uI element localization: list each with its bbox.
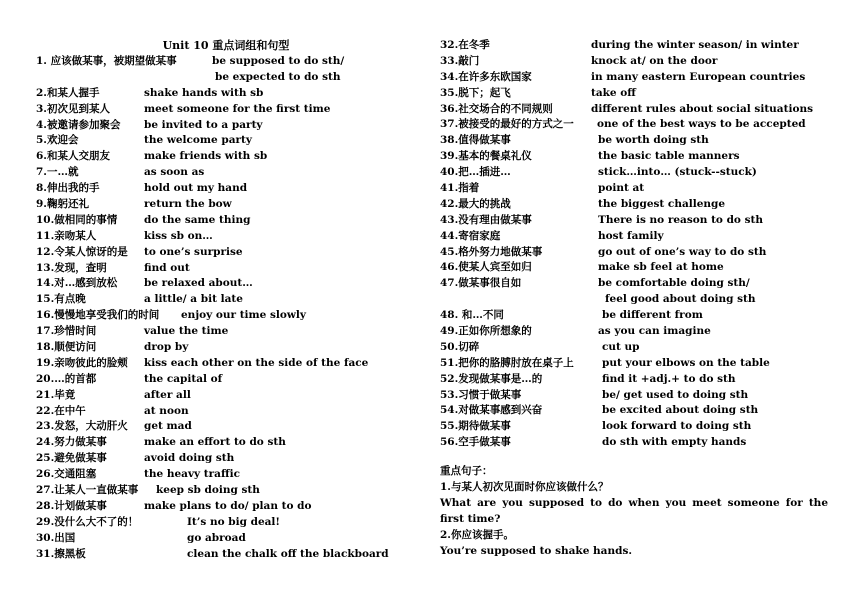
phrase-item <box>36 388 416 404</box>
phrase-chinese: 31.擦黑板 <box>36 547 86 560</box>
phrase-english: be comfortable doing sth/ <box>598 277 750 290</box>
phrase-english: It’s no big deal! <box>187 515 281 528</box>
phrase-english-alt: be expected to do sth <box>215 70 341 83</box>
phrase-english: take off <box>591 86 636 99</box>
phrase-item <box>440 86 828 102</box>
phrase-chinese: 48. 和…不同 <box>440 309 504 322</box>
phrase-english: avoid doing sth <box>144 452 235 465</box>
phrase-chinese: 44.寄宿家庭 <box>440 229 501 242</box>
phrase-english: get mad <box>144 420 192 433</box>
phrase-chinese: 51.把你的胳膊肘放在桌子上 <box>440 356 574 369</box>
phrase-english: keep sb doing sth <box>156 484 260 497</box>
phrase-chinese: 14.对…感到放松 <box>36 277 118 290</box>
phrase-item <box>440 435 828 451</box>
phrase-chinese: 7.一…就 <box>36 166 79 179</box>
phrase-chinese: 26.交通阻塞 <box>36 468 97 481</box>
phrase-english: find it +adj.+ to do sth <box>602 372 736 385</box>
phrase-item <box>440 388 828 404</box>
phrase-english: drop by <box>144 341 189 354</box>
phrase-english: kiss sb on… <box>144 229 213 242</box>
phrase-chinese: 55.期待做某事 <box>440 420 511 433</box>
phrase-chinese: 10.做相同的事情 <box>36 213 118 226</box>
phrase-chinese: 21.毕竟 <box>36 388 76 401</box>
phrase-english: hold out my hand <box>144 182 248 195</box>
phrase-english: be supposed to do sth/ <box>212 55 345 67</box>
phrase-english: the welcome party <box>144 134 252 147</box>
phrase-item <box>440 276 828 292</box>
phrase-english: put your elbows on the table <box>602 356 770 369</box>
phrase-item <box>440 245 828 261</box>
phrase-english: look forward to doing sth <box>602 420 752 433</box>
phrase-item <box>36 483 416 499</box>
right-column <box>440 38 828 559</box>
phrase-chinese: 35.脱下；起飞 <box>440 86 511 99</box>
phrase-english: as soon as <box>144 166 205 179</box>
sentence-2-zh: 2.你应该握手。 <box>440 529 514 542</box>
phrase-chinese: 29.没什么大不了的！ <box>36 515 139 528</box>
phrase-item <box>36 292 416 308</box>
phrase-chinese: 17.珍惜时间 <box>36 325 97 338</box>
phrase-english: be excited about doing sth <box>602 404 759 417</box>
phrase-chinese: 30.出国 <box>36 531 76 544</box>
left-column <box>36 38 416 563</box>
phrase-item <box>36 324 416 340</box>
phrase-chinese: 42.最大的挑战 <box>440 197 511 210</box>
phrase-item <box>36 356 416 372</box>
phrase-chinese: 11.亲吻某人 <box>36 229 97 242</box>
sentence-2-en: You’re supposed to shake hands. <box>440 545 633 558</box>
phrase-item <box>36 102 416 118</box>
phrase-chinese: 32.在冬季 <box>440 39 490 51</box>
phrase-chinese: 1. 应该做某事，被期望做某事 <box>36 55 177 67</box>
phrase-item <box>36 197 416 213</box>
phrase-english: a little/ a bit late <box>144 293 243 306</box>
phrase-english: the heavy traffic <box>144 468 240 481</box>
phrase-chinese: 25.避免做某事 <box>36 452 107 465</box>
phrase-english: return the bow <box>144 198 232 211</box>
phrase-english: value the time <box>144 325 229 338</box>
phrase-chinese: 23.发怒，大动肝火 <box>36 420 128 433</box>
phrase-english: kiss each other on the side of the face <box>144 356 369 369</box>
phrase-english: the basic table manners <box>598 150 740 163</box>
phrase-english: be worth doing sth <box>598 134 709 147</box>
phrase-english: make sb feel at home <box>598 261 724 274</box>
phrase-item <box>440 356 828 372</box>
phrase-item-continuation <box>440 292 828 308</box>
phrase-chinese: 36.社交场合的不同规则 <box>440 102 553 115</box>
phrase-chinese: 6.和某人交朋友 <box>36 150 110 163</box>
phrase-english-alt: feel good about doing sth <box>605 293 756 306</box>
phrase-english: make an effort to do sth <box>144 436 286 449</box>
phrase-english: in many eastern European countries <box>591 70 806 83</box>
phrase-chinese: 39.基本的餐桌礼仪 <box>440 150 532 163</box>
phrase-item <box>36 54 416 70</box>
phrase-english: the capital of <box>144 372 223 385</box>
phrase-chinese: 54.对做某事感到兴奋 <box>440 404 543 417</box>
phrase-chinese: 50.切碎 <box>440 340 480 353</box>
phrase-chinese: 40.把…插进… <box>440 166 511 179</box>
phrase-english: be different from <box>602 309 703 322</box>
phrase-english: as you can imagine <box>598 325 711 338</box>
phrase-english: the biggest challenge <box>598 197 726 210</box>
phrase-chinese: 43.没有理由做某事 <box>440 213 532 226</box>
phrase-english: stick…into… (stuck--stuck) <box>598 166 757 179</box>
phrase-english: different rules about social situations <box>591 102 813 115</box>
phrase-english: be/ get used to doing sth <box>602 388 749 401</box>
phrase-english: point at <box>598 182 645 195</box>
phrase-english: shake hands with sb <box>144 86 264 99</box>
phrase-chinese: 53.习惯于做某事 <box>440 388 522 401</box>
phrase-list-right <box>440 38 828 451</box>
phrase-chinese: 20.…的首都 <box>36 372 97 385</box>
sentence-1-en: What are you supposed to do when you meet someone for the first time? <box>440 497 828 526</box>
sentences-heading: 重点句子： <box>440 465 493 478</box>
phrase-english: be relaxed about… <box>144 277 253 290</box>
phrase-chinese: 8.伸出我的手 <box>36 182 100 195</box>
phrase-item <box>36 531 416 547</box>
phrase-chinese: 49.正如你所想象的 <box>440 325 532 338</box>
phrase-chinese: 19.亲吻彼此的脸颊 <box>36 356 128 369</box>
phrase-english: make friends with sb <box>144 150 268 163</box>
phrase-item <box>440 102 828 118</box>
phrase-chinese: 18.顺便访问 <box>36 341 97 354</box>
phrase-chinese: 9.鞠躬还礼 <box>36 198 89 211</box>
phrase-chinese: 34.在许多东欧国家 <box>440 70 532 83</box>
phrase-item <box>440 419 828 435</box>
phrase-item <box>440 197 828 213</box>
phrase-item <box>440 308 828 324</box>
phrase-english: one of the best ways to be accepted <box>597 118 806 131</box>
phrase-chinese: 15.有点晚 <box>36 293 86 306</box>
phrase-item <box>440 38 828 54</box>
phrase-item <box>440 54 828 70</box>
phrase-chinese: 27.让某人一直做某事 <box>36 484 139 497</box>
phrase-item <box>36 547 416 563</box>
phrase-item <box>36 276 416 292</box>
phrase-item <box>440 149 828 165</box>
phrase-chinese: 46.使某人宾至如归 <box>440 261 532 274</box>
phrase-item <box>440 213 828 229</box>
phrase-item <box>36 149 416 165</box>
phrase-item <box>440 133 828 149</box>
phrase-english: There is no reason to do sth <box>598 213 763 226</box>
phrase-english: meet someone for the first time <box>144 102 331 115</box>
phrase-english: cut up <box>602 340 640 353</box>
phrase-item <box>440 181 828 197</box>
phrase-item-continuation <box>36 70 416 86</box>
phrase-item <box>36 86 416 102</box>
phrase-english: enjoy our time slowly <box>181 309 307 322</box>
phrase-item <box>36 308 416 324</box>
phrase-english: after all <box>144 388 191 401</box>
phrase-chinese: 28.计划做某事 <box>36 499 107 512</box>
phrase-chinese: 38.值得做某事 <box>440 134 511 147</box>
phrase-chinese: 33.敲门 <box>440 54 480 67</box>
phrase-item <box>36 245 416 261</box>
phrase-item <box>36 118 416 134</box>
phrase-chinese: 52.发现做某事是…的 <box>440 372 543 385</box>
phrase-item <box>36 515 416 531</box>
phrase-english: go abroad <box>187 531 246 544</box>
phrase-english: during the winter season/ in winter <box>591 39 799 51</box>
phrase-chinese: 16.慢慢地享受我们的时间 <box>36 309 160 322</box>
phrase-item <box>36 451 416 467</box>
phrase-item <box>440 340 828 356</box>
phrase-item <box>36 181 416 197</box>
phrase-item <box>440 372 828 388</box>
phrase-english: at noon <box>144 404 189 417</box>
phrase-item <box>440 165 828 181</box>
phrase-english: go out of one’s way to do sth <box>598 245 767 258</box>
phrase-item <box>36 165 416 181</box>
phrase-chinese: 22.在中午 <box>36 404 86 417</box>
phrase-item <box>36 229 416 245</box>
phrase-english: to one’s surprise <box>144 245 243 258</box>
phrase-english: do the same thing <box>144 213 251 226</box>
phrase-english: knock at/ on the door <box>591 54 718 67</box>
phrase-item <box>440 229 828 245</box>
phrase-item <box>440 117 828 133</box>
page-title: Unit 10 重点词组和句型 <box>162 39 290 52</box>
phrase-item <box>36 435 416 451</box>
phrase-english: host family <box>598 229 664 242</box>
phrase-chinese: 41.指着 <box>440 182 480 195</box>
phrase-item <box>440 324 828 340</box>
phrase-item <box>440 403 828 419</box>
phrase-item <box>36 133 416 149</box>
phrase-item <box>440 260 828 276</box>
phrase-item <box>36 261 416 277</box>
phrase-item <box>36 419 416 435</box>
phrase-chinese: 45.格外努力地做某事 <box>440 245 543 258</box>
phrase-item <box>36 404 416 420</box>
phrase-chinese: 47.做某事很自如 <box>440 277 522 290</box>
phrase-english: find out <box>144 261 190 274</box>
phrase-chinese: 5.欢迎会 <box>36 134 79 147</box>
phrase-chinese: 37.被接受的最好的方式之一 <box>440 118 574 131</box>
phrase-chinese: 2.和某人握手 <box>36 86 100 99</box>
phrase-chinese: 12.令某人惊讶的是 <box>36 245 128 258</box>
phrase-item <box>36 467 416 483</box>
phrase-item <box>36 213 416 229</box>
phrase-chinese: 24.努力做某事 <box>36 436 107 449</box>
phrase-english: be invited to a party <box>144 118 263 131</box>
phrase-chinese: 13.发现，查明 <box>36 261 107 274</box>
phrase-item <box>36 340 416 356</box>
phrase-chinese: 3.初次见到某人 <box>36 102 110 115</box>
phrase-chinese: 4.被邀请参加聚会 <box>36 118 121 131</box>
phrase-english: do sth with empty hands <box>602 436 747 449</box>
phrase-chinese: 56.空手做某事 <box>440 436 511 449</box>
phrase-item <box>440 70 828 86</box>
phrase-item <box>36 499 416 515</box>
phrase-item <box>36 372 416 388</box>
phrase-english: make plans to do/ plan to do <box>144 499 312 512</box>
sentence-1-zh: 1.与某人初次见面时你应该做什么？ <box>440 481 609 494</box>
phrase-english: clean the chalk off the blackboard <box>187 547 389 560</box>
